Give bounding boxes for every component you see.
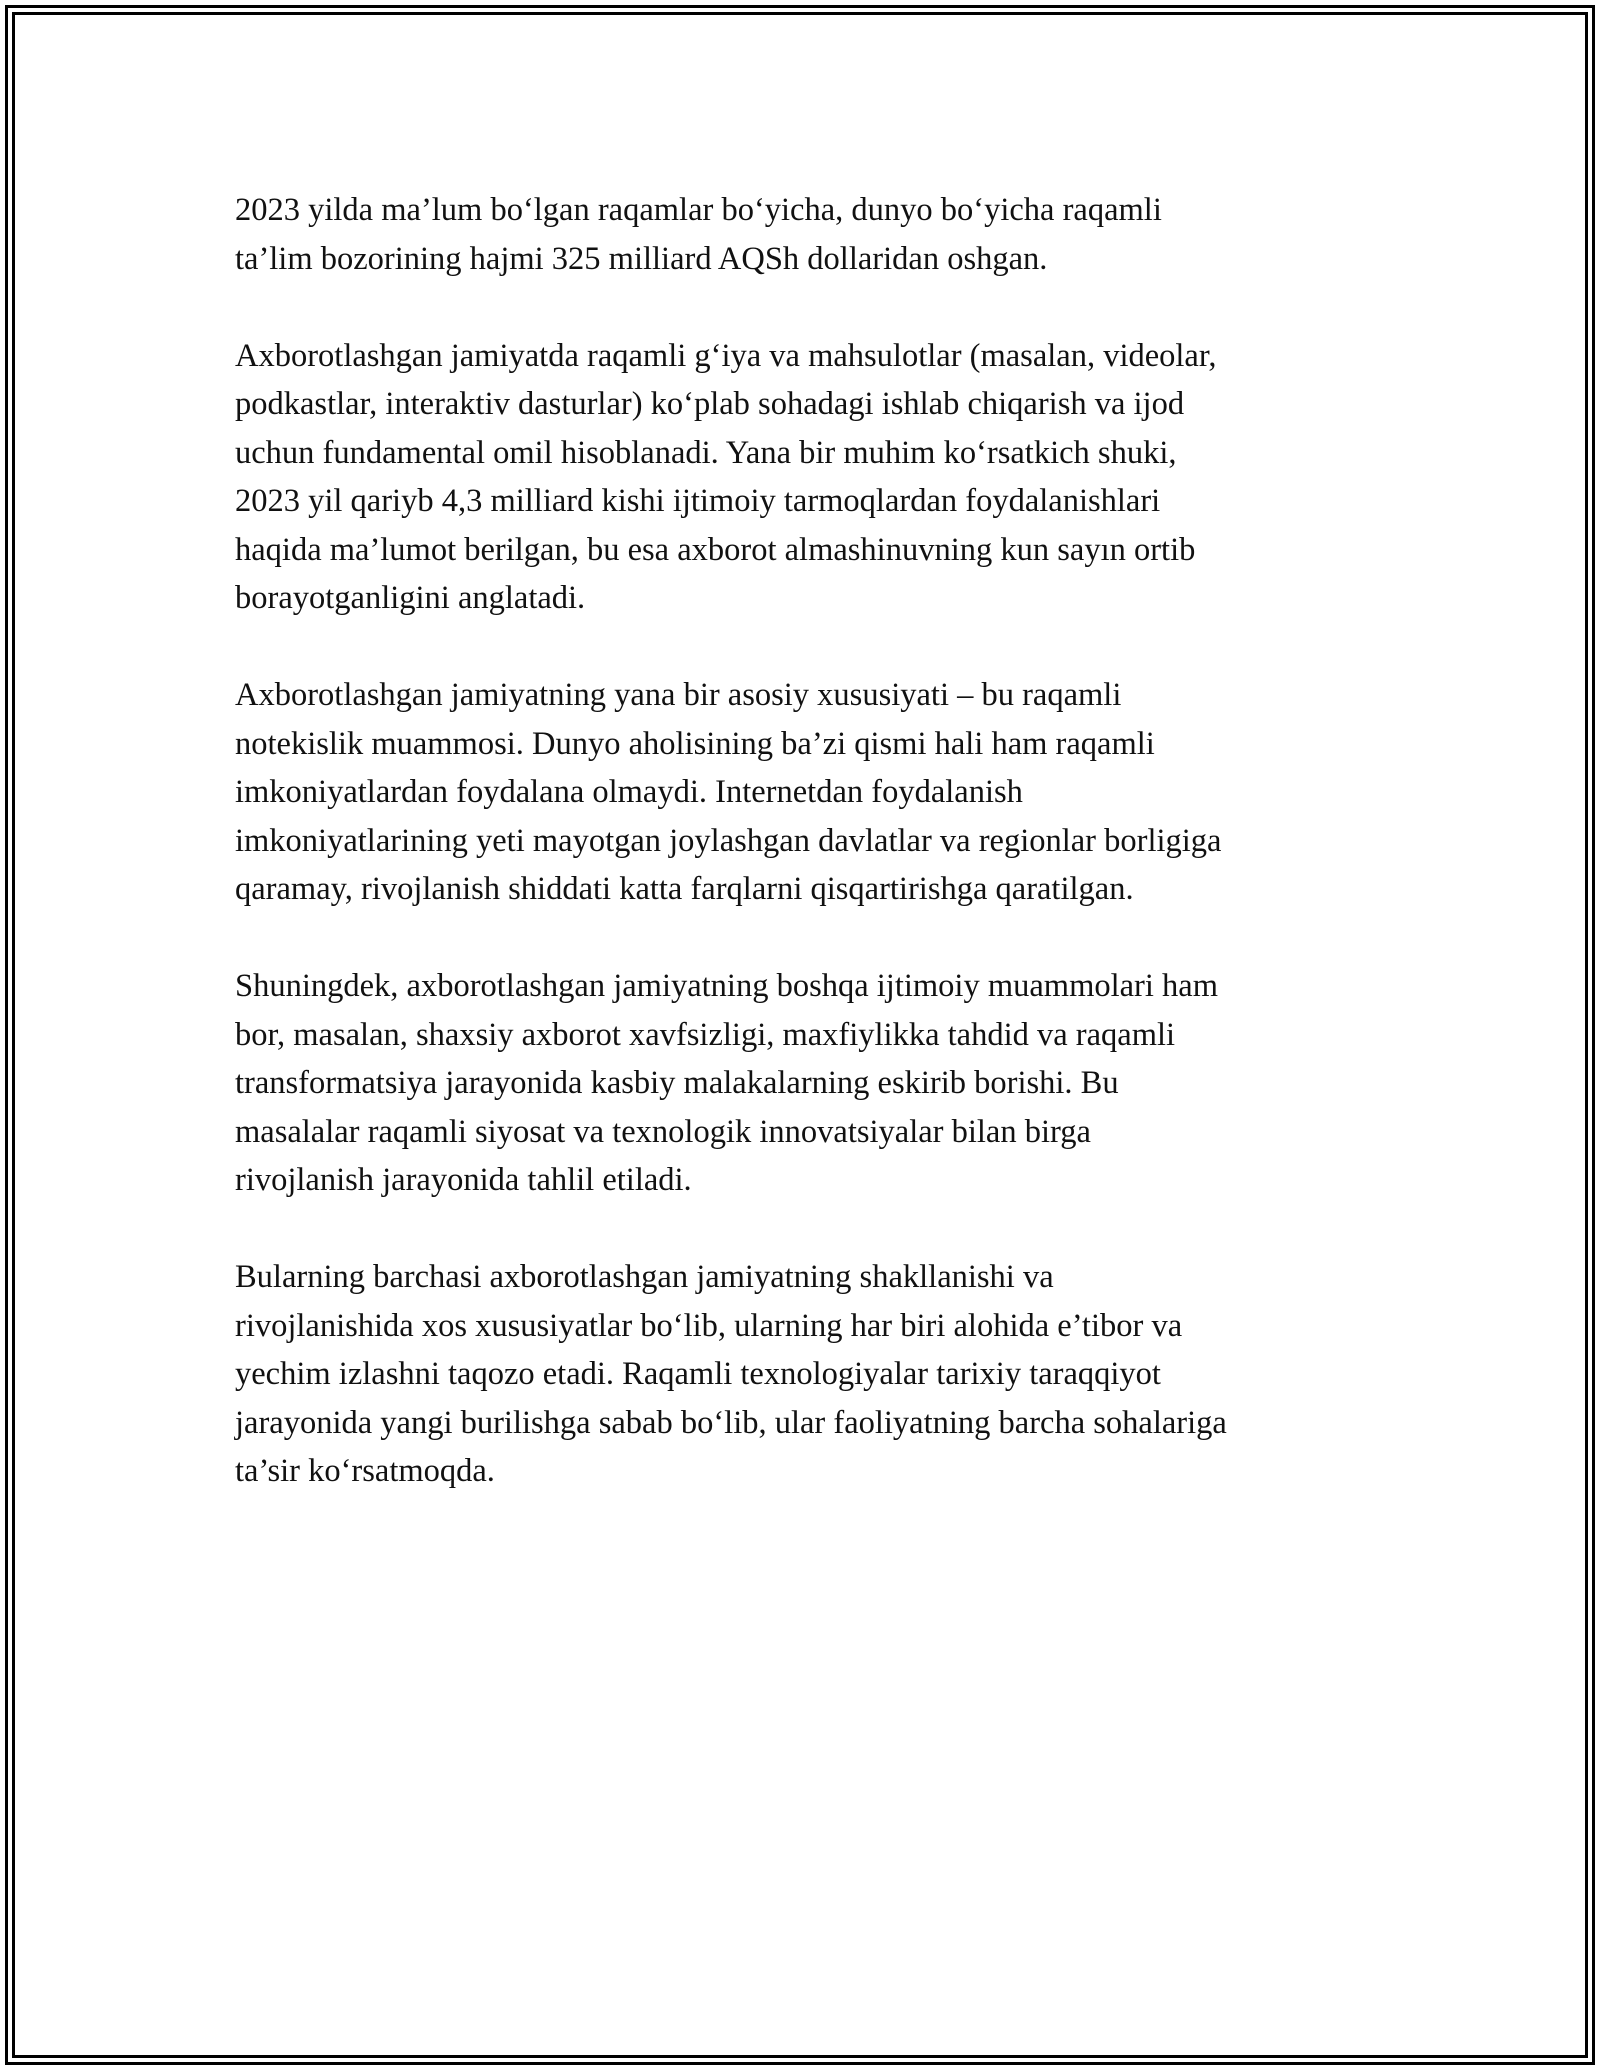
paragraph-5: [235, 1253, 1370, 1496]
text-line: bor, masalan, shaxsiy axborot xavfsizligi, maxfiylikka tahdid va raqamli: [235, 1016, 1176, 1053]
text-line: borayotganligini anglatadi.: [235, 580, 586, 616]
paragraph-2: [235, 332, 1370, 623]
text-line: Axborotlashgan jamiyatning yana bir asosiy xususiyati – bu raqamli: [235, 677, 1122, 713]
text-line: podkastlar, interaktiv dasturlar) ko‘plab sohadagi ishlab chiqarish va ijod: [235, 386, 1185, 422]
text-line: transformatsiya jarayonida kasbiy malakalarning eskirib borishi. Bu: [235, 1065, 1119, 1101]
text-line: imkoniyatlarining yeti mayotgan joylashgan davlatlar va regionlar borligiga: [235, 822, 1222, 859]
text-line: notekislik muammosi. Dunyo aholisining ba’zi qismi hali ham raqamli: [235, 725, 1155, 762]
text-line: yechim izlashni taqozo etadi. Raqamli texnologiyalar tarixiy taraqqiyot: [235, 1356, 1161, 1392]
text-line: jarayonida yangi burilishga sabab bo‘lib, ular faoliyatning barcha sohalariga: [235, 1404, 1227, 1441]
text-line: masalalar raqamli siyosat va texnologik innovatsiyalar bilan birga: [235, 1113, 1091, 1150]
text-line: Axborotlashgan jamiyatda raqamli g‘iya va mahsulotlar (masalan, videolar,: [235, 337, 1217, 374]
text-line: ta’sir ko‘rsatmoqda.: [235, 1453, 495, 1489]
text-line: imkoniyatlardan foydalana olmaydi. Internetdan foydalanish: [235, 774, 1023, 810]
text-line: ta’lim bozorining hajmi 325 milliard AQSh dollaridan oshgan.: [235, 240, 1048, 277]
paragraph-4: [235, 962, 1370, 1205]
text-line: Shuningdek, axborotlashgan jamiyatning boshqa ijtimoiy muammolari ham: [235, 968, 1218, 1004]
paragraph-1: [235, 186, 1370, 283]
paragraph-3: [235, 671, 1370, 914]
text-line: 2023 yilda ma’lum bo‘lgan raqamlar bo‘yicha, dunyo bo‘yicha raqamli: [235, 192, 1162, 228]
text-line: rivojlanishida xos xususiyatlar bo‘lib, ularning har biri alohida e’tibor va: [235, 1307, 1183, 1344]
text-line: haqida ma’lumot berilgan, bu esa axborot almashinuvning kun sayın ortib: [235, 531, 1196, 568]
text-line: 2023 yil qariyb 4,3 milliard kishi ijtimoiy tarmoqlardan foydalanishlari: [235, 483, 1161, 519]
text-line: rivojlanish jarayonida tahlil etiladi.: [235, 1162, 692, 1198]
document-body: [235, 186, 1370, 1544]
text-line: Bularning barchasi axborotlashgan jamiyatning shakllanishi va: [235, 1259, 1054, 1295]
text-line: uchun fundamental omil hisoblanadi. Yana bir muhim ko‘rsatkich shuki,: [235, 434, 1177, 471]
text-line: qaramay, rivojlanish shiddati katta farqlarni qisqartirishga qaratilgan.: [235, 871, 1134, 907]
